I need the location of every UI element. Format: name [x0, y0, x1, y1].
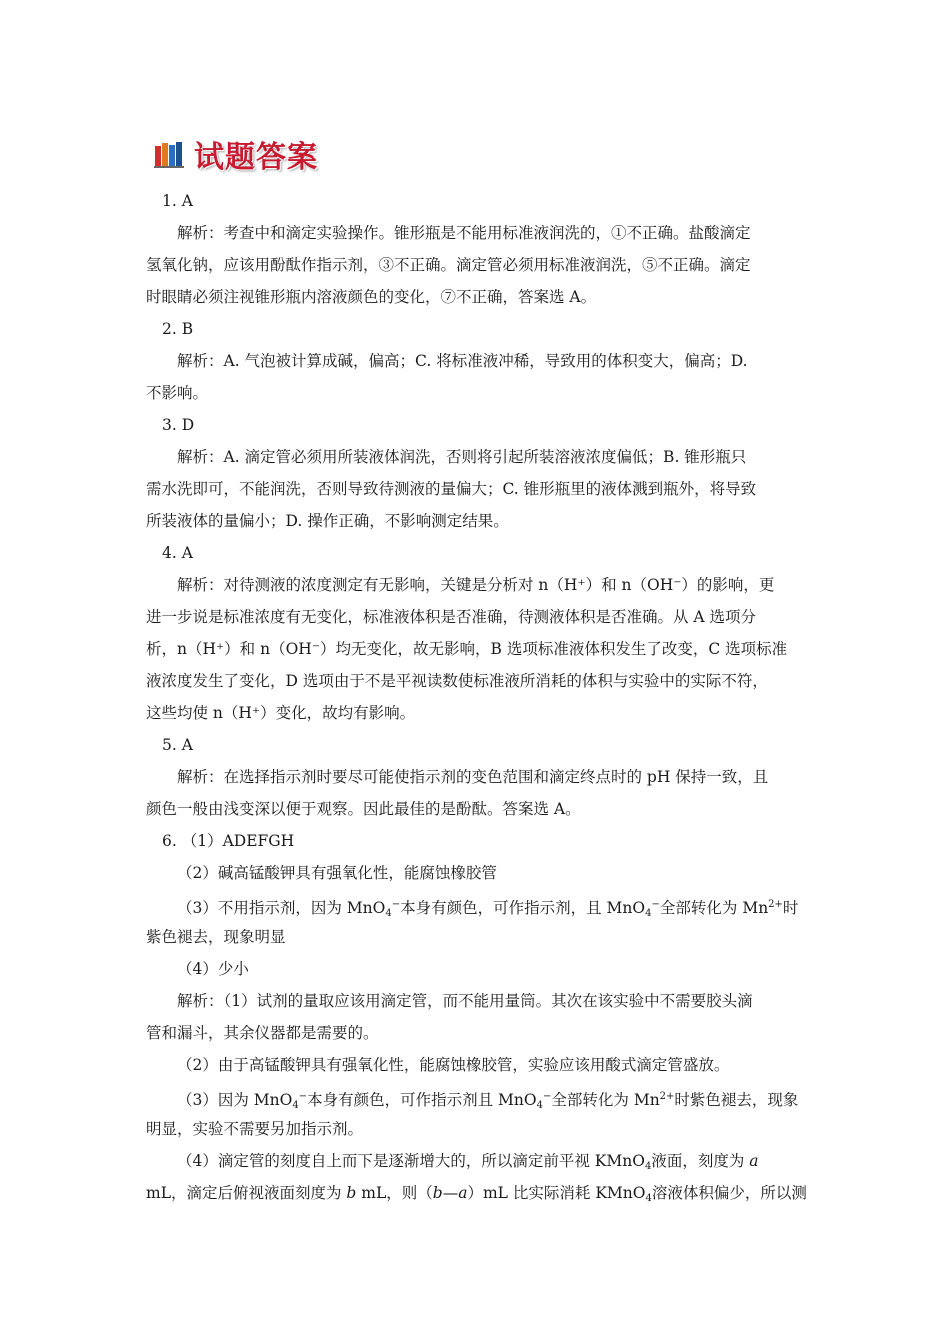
- answer-number: 2. B: [162, 320, 194, 338]
- analysis-line: 进一步说是标准浓度有无变化，标准液体积是否准确，待测液体积是否准确。从 A 选项分: [146, 608, 757, 626]
- section-header: [154, 134, 318, 174]
- answer-part-3-cont: 紫色褪去，现象明显: [146, 928, 286, 946]
- analysis-line: 需水洗即可，不能润洗，否则导致待测液的量偏大；C. 锥形瓶里的液体溅到瓶外，将导致: [146, 480, 757, 498]
- analysis-line: 明显，实验不需要另加指示剂。: [146, 1120, 364, 1138]
- analysis-line: 管和漏斗，其余仪器都是需要的。: [146, 1024, 379, 1042]
- analysis-line: 解析：考查中和滴定实验操作。锥形瓶是不能用标准液润洗的，①不正确。盐酸滴定: [177, 224, 751, 242]
- analysis-line: 解析：A. 气泡被计算成碱，偏高；C. 将标准液冲稀，导致用的体积变大，偏高；D.: [177, 352, 748, 370]
- analysis-line: 解析：（1）试剂的量取应该用滴定管，而不能用量筒。其次在该实验中不需要胶头滴: [177, 992, 753, 1010]
- analysis-line: 解析：在选择指示剂时要尽可能使指示剂的变色范围和滴定终点时的 pH 保持一致，且: [177, 768, 769, 786]
- analysis-line: 不影响。: [146, 384, 209, 402]
- section-title: 试题答案: [194, 140, 318, 175]
- answer-part-2: （2）碱高锰酸钾具有强氧化性，能腐蚀橡胶管: [177, 864, 497, 882]
- analysis-line: 时眼睛必须注视锥形瓶内溶液颜色的变化，⑦不正确，答案选 A。: [146, 288, 597, 306]
- analysis-line: （4）滴定管的刻度自上而下是逐渐增大的，所以滴定前平视 KMnO$_4$液面，刻度为 a: [177, 1152, 759, 1172]
- analysis-line: 解析：对待测液的浓度测定有无影响，关键是分析对 n（H⁺）和 n（OH⁻）的影响，更: [177, 576, 775, 594]
- answer-number: 1. A: [162, 192, 193, 210]
- books-icon: [154, 140, 188, 168]
- analysis-line: （2）由于高锰酸钾具有强氧化性，能腐蚀橡胶管，实验应该用酸式滴定管盛放。: [177, 1056, 730, 1074]
- analysis-line: mL，滴定后俯视液面刻度为 b mL，则（b—a）mL 比实际消耗 KMnO$_4$溶液体积偏少，所以测: [146, 1184, 807, 1204]
- analysis-line: （3）因为 MnO$_4$−本身有颜色，可作指示剂且 MnO$_4$−全部转化为 $Mn^{2+}$时紫色褪去，现象: [177, 1091, 799, 1111]
- analysis-line: 氢氧化钠，应该用酚酞作指示剂，③不正确。滴定管必须用标准液润洗，⑤不正确。滴定: [146, 256, 751, 274]
- answer-part-4: （4）少小: [177, 960, 249, 978]
- answer-number: 5. A: [162, 736, 193, 754]
- analysis-line: 所装液体的量偏小；D. 操作正确，不影响测定结果。: [146, 512, 509, 530]
- answer-content: [146, 185, 806, 1209]
- answer-part-3: （3）不用指示剂，因为 MnO$_4$−本身有颜色，可作指示剂，且 MnO$_4$−全部转化为 $Mn^{2+}$时: [177, 899, 799, 919]
- answer-number: 6. （1）ADEFGH: [162, 832, 295, 850]
- answer-number: 3. D: [162, 416, 195, 434]
- analysis-line: 析，n（H⁺）和 n（OH⁻）均无变化，故无影响，B 选项标准液体积发生了改变，C 选项标准: [146, 640, 788, 658]
- analysis-line: 液浓度发生了变化，D 选项由于不是平视读数使标准液所消耗的体积与实验中的实际不符，: [146, 672, 768, 690]
- analysis-line: 这些均使 n（H⁺）变化，故均有影响。: [146, 704, 416, 722]
- analysis-line: 解析：A. 滴定管必须用所装液体润洗，否则将引起所装溶液浓度偏低；B. 锥形瓶只: [177, 448, 747, 466]
- analysis-line: 颜色一般由浅变深以便于观察。因此最佳的是酚酞。答案选 A。: [146, 800, 581, 818]
- answer-number: 4. A: [162, 544, 193, 562]
